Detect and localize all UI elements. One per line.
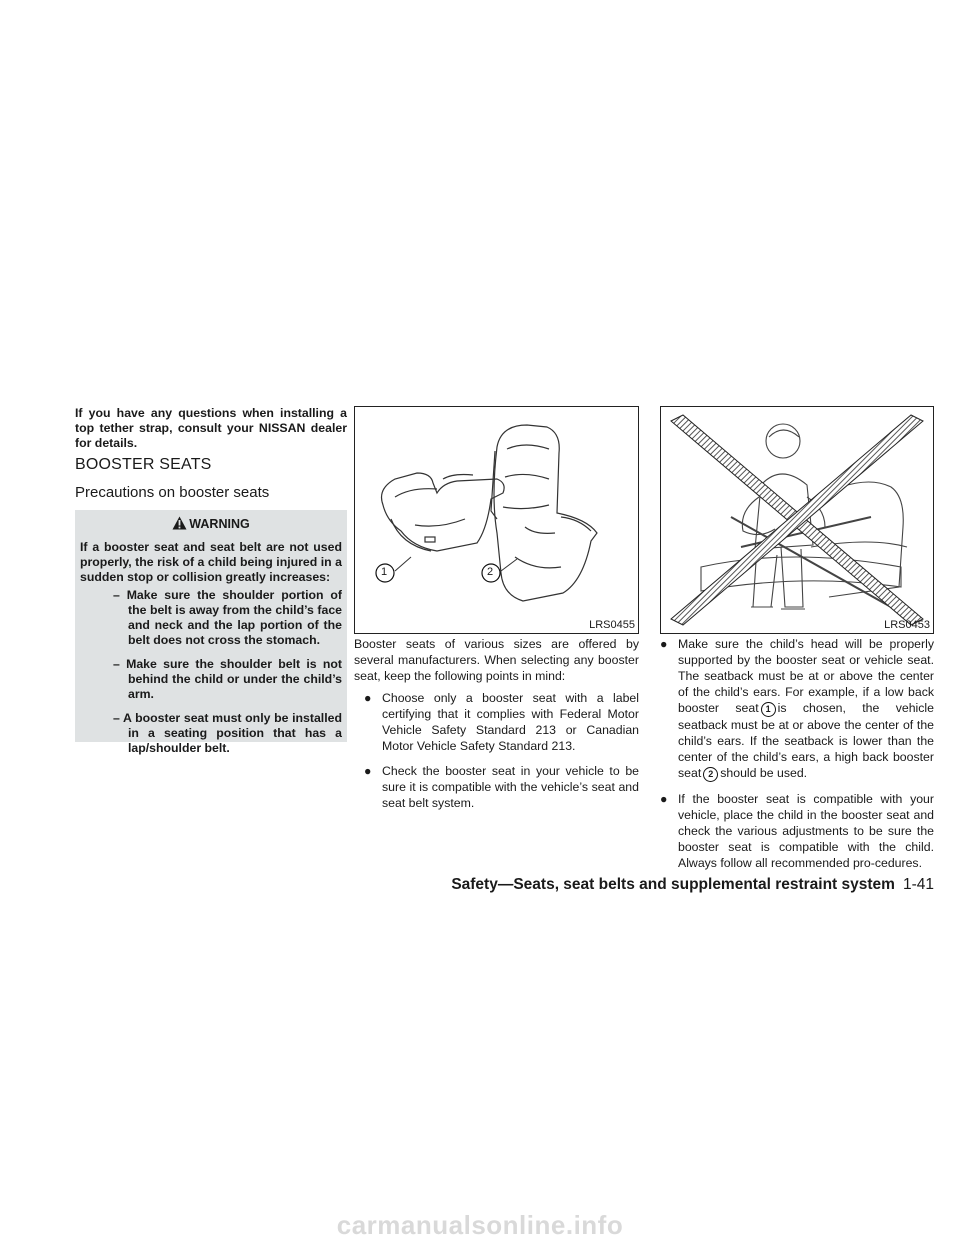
- bullet-icon: ●: [364, 691, 372, 705]
- figure-incorrect-belt: [660, 406, 934, 634]
- warning-item: – Make sure the shoulder belt is not behind the child or under the child’s arm.: [113, 657, 342, 701]
- warning-item: – A booster seat must only be installed in a seating position that has a lap/shoulder belt.: [113, 711, 342, 755]
- page-footer: [451, 876, 934, 894]
- warning-item: – Make sure the shoulder portion of the belt is away from the child’s face and neck and the lap portion of the belt does not cross the stomach.: [113, 588, 342, 647]
- bullet-icon: ●: [660, 637, 668, 651]
- page-number: 1-41: [902, 876, 934, 893]
- subsection-title: Precautions on booster seats: [75, 484, 270, 501]
- warning-header: [80, 516, 342, 532]
- list-item: [660, 636, 934, 782]
- footer-title: Safety—Seats, seat belts and supplemental restraint system: [451, 876, 895, 893]
- list-item: [660, 791, 934, 871]
- warning-intro: If a booster seat and seat belt are not used properly, the risk of a child being injured in a sudden stop or collision greatly increases:: [80, 540, 342, 584]
- bullet-icon: ●: [660, 792, 668, 806]
- incorrect-belt-illustration: [661, 407, 933, 633]
- list-item: [364, 763, 639, 811]
- figure-code: LRS0453: [884, 619, 930, 631]
- list-item-text: Check the booster seat in your vehicle to be sure it is compatible with the vehicle’s seat and seat belt system.: [382, 764, 639, 810]
- warning-box: [75, 510, 347, 755]
- bullet-icon: ●: [364, 764, 372, 778]
- figure-code: LRS0455: [589, 619, 635, 631]
- intro-paragraph: If you have any questions when installing a top tether strap, consult your NISSAN dealer for details.: [75, 406, 347, 450]
- callout-2-marker: 2: [703, 767, 718, 782]
- callout-2: 2: [487, 566, 494, 578]
- callout-1: 1: [381, 566, 388, 578]
- figure-booster-seats: [354, 406, 639, 634]
- list-item-text: is chosen, the vehicle seatback must be at or above the center of the child’s ears. If the seatback is lower than the center of the child’s ears, a high back booster seat: [678, 701, 934, 780]
- warning-triangle-icon: [172, 516, 187, 530]
- list-item: [364, 690, 639, 754]
- warning-list: [80, 588, 342, 756]
- booster-intro-paragraph: Booster seats of various sizes are offered by several manufacturers. When selecting any booster seat, keep the following points in mind:: [354, 637, 639, 683]
- watermark: carmanualsonline.info: [336, 1210, 624, 1240]
- callout-1-marker: 1: [761, 702, 776, 717]
- warning-label: WARNING: [189, 517, 250, 531]
- list-item-text: If the booster seat is compatible with your vehicle, place the child in the booster seat and check the various adjustments to be sure the booster seat is compatible with the child. Always follow all recommended pro-cedures.: [678, 792, 934, 870]
- booster-checklist: [364, 690, 639, 820]
- list-item-text: Make sure the child’s head will be properly supported by the booster seat or vehicle seat. The seatback must be at or above the center of the child’s ears. For example, if a low back booster seat: [678, 637, 934, 715]
- section-title: BOOSTER SEATS: [75, 456, 212, 473]
- list-item-text: Choose only a booster seat with a label certifying that it complies with Federal Motor Vehicle Safety Standard 213 or Canadian Motor Vehicle Safety Standard 213.: [382, 691, 639, 753]
- booster-fit-checklist: [660, 636, 934, 880]
- list-item-text: should be used.: [720, 766, 808, 780]
- booster-seats-illustration: [355, 407, 638, 633]
